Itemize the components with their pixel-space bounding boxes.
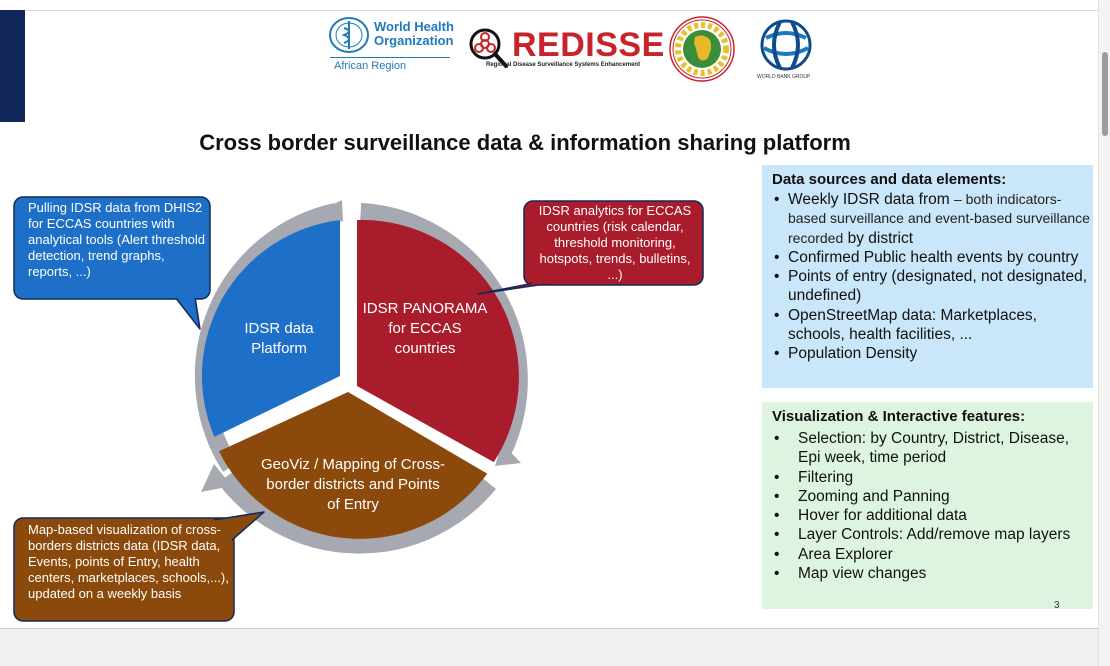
- list-item: • Selection: by Country, District, Disease, Epi week, time period: [772, 429, 1090, 468]
- data-sources-list: [772, 190, 1090, 364]
- data-sources-heading: Data sources and data elements:: [772, 171, 1007, 188]
- list-item: • Zooming and Panning: [772, 487, 1090, 506]
- list-item: • Population Density: [772, 344, 1090, 363]
- list-item: • Area Explorer: [772, 545, 1090, 564]
- callout-brown-text: Map-based visualization of cross-borders districts data (IDSR data, Events, points of Entry, health centers, marketplaces, schools,...), updated on a weekly basis: [28, 522, 229, 601]
- segment-brown-label: GeoViz / Mapping of Cross-border districts and Points of Entry: [261, 456, 445, 513]
- visualization-features-list: [772, 429, 1090, 583]
- page-number: 3: [1054, 600, 1060, 611]
- list-item: • Points of entry (designated, not designated, undefined): [772, 267, 1090, 306]
- visualization-features-box: [762, 402, 1093, 609]
- who-logo-name: World Health Organization: [374, 19, 454, 48]
- list-item: [772, 190, 1090, 248]
- segment-red-label: IDSR PANORAMA for ECCAS countries: [362, 300, 488, 357]
- list-item: • OpenStreetMap data: Marketplaces, schools, health facilities, ...: [772, 306, 1090, 345]
- scrollbar-thumb[interactable]: [1102, 52, 1108, 136]
- callout-blue-text: Pulling IDSR data from DHIS2 for ECCAS countries with analytical tools (Alert threshold detection, trend graphs, reports, ...): [28, 200, 206, 279]
- who-logo-region: African Region: [334, 60, 407, 72]
- visualization-features-heading: Visualization & Interactive features:: [772, 408, 1026, 425]
- list-item-detail: – both indicators-based surveillance and event-based surveillance recorded: [788, 191, 1090, 246]
- list-item-text: Weekly IDSR data from: [788, 191, 950, 208]
- world-bank-logo-name: WORLD BANK GROUP: [757, 74, 811, 80]
- redisse-logo-name: REDISSE: [512, 26, 665, 64]
- list-item: • Filtering: [772, 468, 1090, 487]
- callout-red-text: IDSR analytics for ECCAS countries (risk calendar, threshold monitoring, hotspots, trends, bulletins, ...): [538, 203, 692, 282]
- list-item: • Layer Controls: Add/remove map layers: [772, 525, 1090, 544]
- segment-blue-label: IDSR data Platform: [244, 320, 314, 357]
- list-item-text: by district: [847, 229, 914, 247]
- redisse-logo-subtitle: Regional Disease Surveillance Systems Enhancement: [486, 62, 641, 68]
- slide-title: Cross border surveillance data & information sharing platform: [199, 130, 851, 155]
- list-item: • Confirmed Public health events by country: [772, 248, 1090, 267]
- vertical-scrollbar[interactable]: [1098, 0, 1110, 666]
- list-item: • Hover for additional data: [772, 506, 1090, 525]
- data-sources-box: [762, 165, 1093, 388]
- list-item: • Map view changes: [772, 564, 1090, 583]
